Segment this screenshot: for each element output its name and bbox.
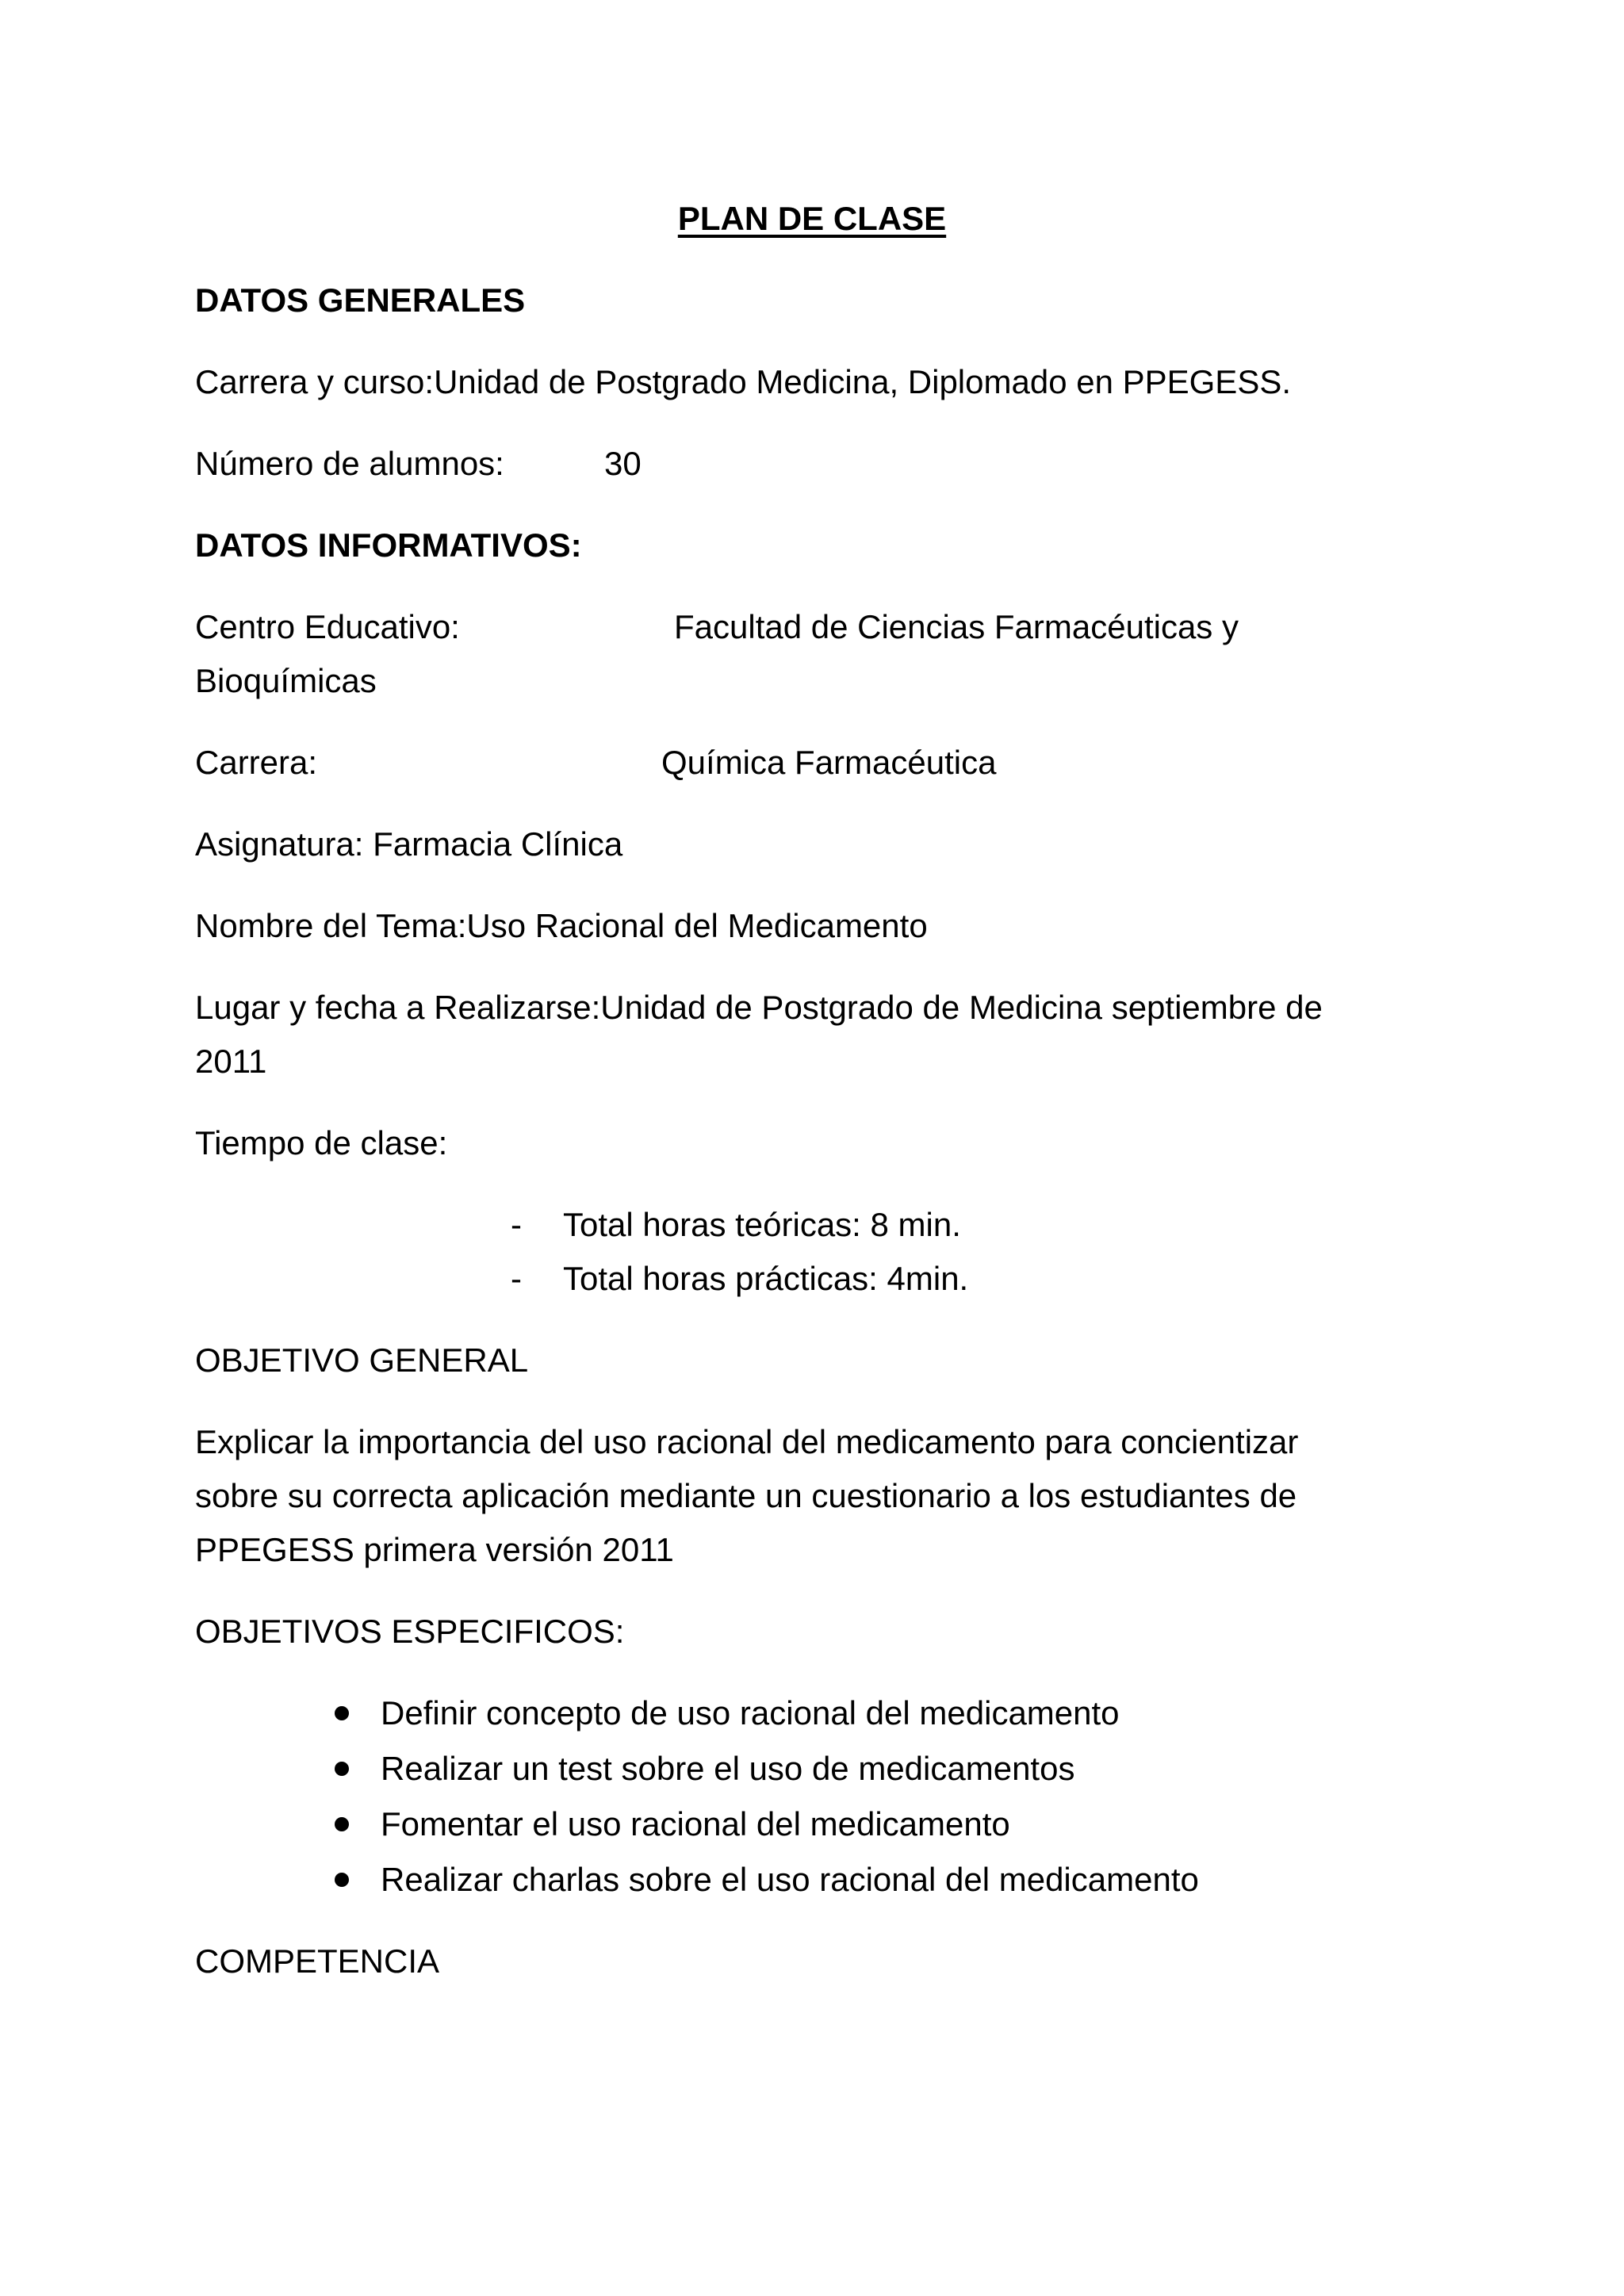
objetivos-especificos-heading: OBJETIVOS ESPECIFICOS: — [195, 1613, 625, 1650]
objetivo-general-line: PPEGESS primera versión 2011 — [195, 1531, 674, 1568]
bullet-icon — [335, 1762, 349, 1776]
bullet-icon — [335, 1706, 349, 1720]
tiempo-item-text: Total horas prácticas: 4min. — [563, 1260, 969, 1297]
centro-educativo-value-cont: Bioquímicas — [195, 662, 377, 699]
dash-marker: - — [511, 1260, 522, 1297]
objetivo-general-line: sobre su correcta aplicación mediante un cuestionario a los estudiantes de — [195, 1477, 1297, 1514]
lugar-fecha-text-cont: 2011 — [195, 1043, 267, 1080]
datos-informativos-heading: DATOS INFORMATIVOS: — [195, 526, 582, 564]
numero-alumnos-value: 30 — [604, 445, 642, 482]
datos-generales-heading: DATOS GENERALES — [195, 281, 526, 319]
bullet-icon — [335, 1873, 349, 1887]
bullet-icon — [335, 1817, 349, 1831]
numero-alumnos-label: Número de alumnos: — [195, 445, 504, 482]
tema-text: Nombre del Tema:Uso Racional del Medicamento — [195, 907, 928, 944]
objetivo-general-heading: OBJETIVO GENERAL — [195, 1341, 529, 1379]
competencia-heading: COMPETENCIA — [195, 1942, 440, 1980]
lugar-fecha-text: Lugar y fecha a Realizarse:Unidad de Postgrado de Medicina septiembre de — [195, 989, 1323, 1026]
carrera-label: Carrera: — [195, 744, 318, 781]
tiempo-item-text: Total horas teóricas: 8 min. — [563, 1206, 961, 1243]
list-item: Realizar un test sobre el uso de medicamentos — [381, 1750, 1075, 1787]
objetivo-general-line: Explicar la importancia del uso racional del medicamento para concientizar — [195, 1423, 1299, 1460]
centro-educativo-value: Facultad de Ciencias Farmacéuticas y — [674, 608, 1239, 645]
tiempo-clase-label: Tiempo de clase: — [195, 1124, 448, 1161]
dash-marker: - — [511, 1206, 522, 1243]
page-title: PLAN DE CLASE — [677, 200, 947, 237]
list-item: Realizar charlas sobre el uso racional del medicamento — [381, 1861, 1199, 1898]
list-item: Fomentar el uso racional del medicamento — [381, 1805, 1010, 1843]
list-item: Definir concepto de uso racional del medicamento — [381, 1694, 1120, 1732]
carrera-curso-text: Carrera y curso:Unidad de Postgrado Medicina, Diplomado en PPEGESS. — [195, 363, 1292, 400]
carrera-value: Química Farmacéutica — [661, 744, 997, 781]
asignatura-text: Asignatura: Farmacia Clínica — [195, 825, 623, 863]
centro-educativo-label: Centro Educativo: — [195, 608, 460, 645]
